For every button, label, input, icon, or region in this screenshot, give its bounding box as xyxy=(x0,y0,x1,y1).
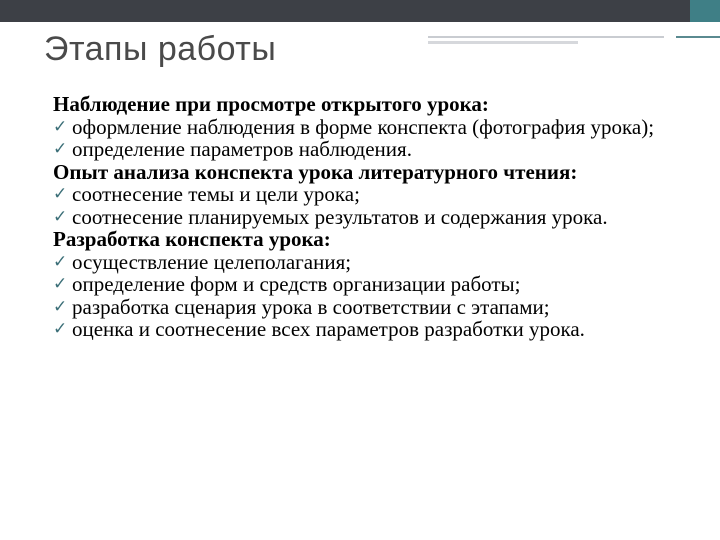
section-heading: Наблюдение при просмотре открытого урока: xyxy=(53,92,489,116)
decor-line xyxy=(428,36,664,38)
check-icon: ✓ xyxy=(53,296,68,317)
check-icon: ✓ xyxy=(53,184,68,204)
list-item xyxy=(53,183,673,206)
check-icon: ✓ xyxy=(53,319,68,339)
check-icon: ✓ xyxy=(53,274,68,294)
list-item-text: оценка и соотнесение всех параметров разработки урока. xyxy=(72,317,585,341)
check-icon: ✓ xyxy=(53,139,68,159)
list-item-text: соотнесение темы и цели урока; xyxy=(72,182,360,206)
list-item xyxy=(53,318,673,341)
decor-line xyxy=(428,41,578,44)
list-item-text: оформление наблюдения в форме конспекта (фотография урока); xyxy=(72,114,655,139)
list-item xyxy=(53,251,673,274)
decor-line-accent xyxy=(676,36,720,38)
list-item xyxy=(53,116,673,139)
list-item xyxy=(53,273,673,296)
list-item-text: соотнесение планируемых результатов и содержания урока. xyxy=(72,204,608,229)
list-item xyxy=(53,296,673,319)
top-teal-band xyxy=(690,0,720,22)
top-decoration-bar xyxy=(0,0,720,24)
list-item xyxy=(53,138,673,161)
list-item xyxy=(53,206,673,229)
section-heading: Разработка конспекта урока: xyxy=(53,227,331,251)
list-item-text: определение параметров наблюдения. xyxy=(72,137,412,161)
check-icon: ✓ xyxy=(53,116,68,137)
slide-content xyxy=(53,93,673,341)
top-dark-band xyxy=(0,0,690,22)
list-item-text: осуществление целеполагания; xyxy=(72,249,352,274)
list-item-text: разработка сценария урока в соответствии с этапами; xyxy=(72,294,550,319)
check-icon: ✓ xyxy=(53,251,68,272)
slide-title: Этапы работы xyxy=(44,30,277,68)
section-heading: Опыт анализа конспекта урока литературного чтения: xyxy=(53,159,578,184)
check-icon: ✓ xyxy=(53,206,68,227)
list-item-text: определение форм и средств организации работы; xyxy=(72,272,521,296)
